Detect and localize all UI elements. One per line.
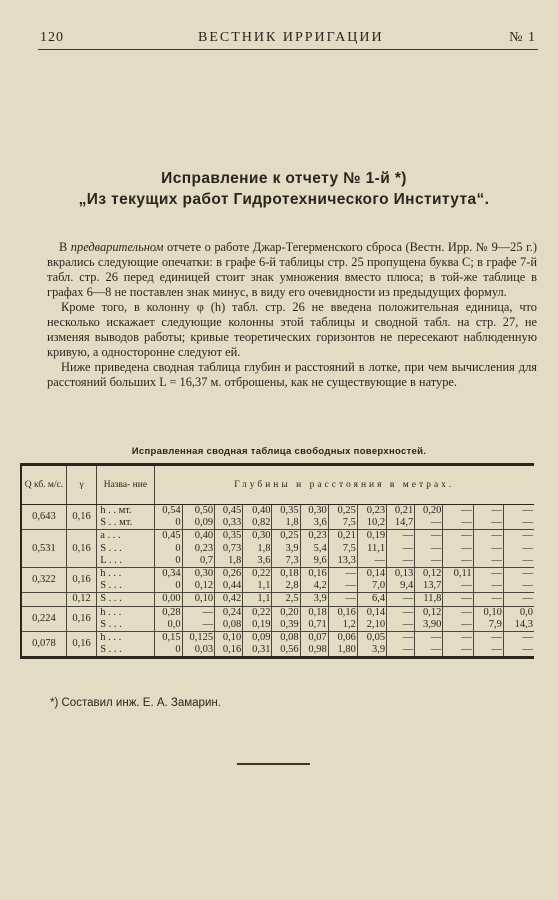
value-cell: 0,44 [215,580,243,593]
value-cell: 0,08 [272,632,300,645]
value-cell: 10,2 [357,517,386,530]
value-cell: — [387,593,415,606]
value-cell: — [473,568,503,581]
table-caption: Исправленная сводная таблица свободных поверхностей. [131,446,427,457]
value-cell: — [182,606,214,619]
value-cell: — [415,517,443,530]
page-number: 120 [40,30,64,45]
value-cell: — [415,543,443,555]
value-cell: 0,56 [272,644,300,658]
value-cell: 0 [154,644,182,658]
table-row [21,543,534,555]
value-cell: 0,30 [300,505,328,518]
row-name-cell: a . . . [97,530,154,543]
table-row [21,619,534,632]
value-cell: 0,11 [443,568,473,581]
header-depths: Глубины и расстояния в метрах. [154,465,534,505]
value-cell: — [503,530,534,543]
value-cell: 0,25 [272,530,300,543]
value-cell: 0,18 [272,568,300,581]
value-cell: — [443,580,473,593]
table-row [21,517,534,530]
value-cell: — [443,505,473,518]
value-cell: — [387,619,415,632]
paragraph-1 [47,240,537,300]
header-gamma: γ [66,465,96,505]
value-cell: — [443,632,473,645]
gamma-cell: 0,12 [66,593,96,606]
value-cell: — [182,619,214,632]
value-cell: — [503,644,534,658]
value-cell: 0,12 [415,568,443,581]
value-cell: 7,0 [357,580,386,593]
value-cell: 0,15 [154,632,182,645]
value-cell: 0,16 [215,644,243,658]
value-cell: 5,4 [300,543,328,555]
discharge-cell: 0,531 [21,530,66,568]
gamma-cell: 0,16 [66,505,96,530]
value-cell: 0,10 [473,606,503,619]
gamma-cell: 0,16 [66,568,96,593]
value-cell: — [473,632,503,645]
row-name-cell: h . . . [97,606,154,619]
row-name-cell: L . . . [97,555,154,568]
value-cell: 0,20 [272,606,300,619]
value-cell: 0,42 [215,593,243,606]
table-row [21,593,534,606]
value-cell: 3,6 [300,517,328,530]
value-cell: 0,28 [154,606,182,619]
value-cell: 0,33 [215,517,243,530]
gamma-cell: 0,16 [66,530,96,568]
value-cell: 11,8 [415,593,443,606]
value-cell: 0 [154,517,182,530]
gamma-cell: 0,16 [66,632,96,658]
value-cell: 3,6 [243,555,272,568]
header-name: Назва- ние [97,465,154,505]
value-cell: — [443,644,473,658]
value-cell: 9,4 [387,580,415,593]
value-cell: — [443,517,473,530]
issue-number: № 1 [509,30,536,45]
value-cell: — [443,543,473,555]
value-cell: — [503,517,534,530]
discharge-cell [21,593,66,606]
value-cell: 0,31 [243,644,272,658]
discharge-cell: 0,643 [21,505,66,530]
value-cell: 0,19 [243,619,272,632]
value-cell: 0,45 [154,530,182,543]
value-cell: — [443,555,473,568]
value-cell: 0,45 [215,505,243,518]
value-cell: 1,1 [243,580,272,593]
article-title-line2: „Из текущих работ Гидротехнического Института“. [78,191,490,208]
value-cell: 2,8 [272,580,300,593]
row-name-cell: S . . . [97,543,154,555]
value-cell: 0,50 [182,505,214,518]
article-body [47,240,537,390]
value-cell: 0,40 [182,530,214,543]
value-cell: — [473,505,503,518]
value-cell: — [443,619,473,632]
value-cell: 0 [154,543,182,555]
value-cell: 0,13 [387,568,415,581]
value-cell: 0,09 [243,632,272,645]
value-cell: 0,22 [243,606,272,619]
value-cell: 11,1 [357,543,386,555]
value-cell: — [473,530,503,543]
table-body [21,505,534,658]
value-cell: 0,71 [300,619,328,632]
value-cell: 0,16 [328,606,357,619]
value-cell: 0,12 [182,580,214,593]
value-cell: 4,2 [300,580,328,593]
journal-title: ВЕСТНИК ИРРИГАЦИИ [198,30,384,45]
value-cell: 0,7 [182,555,214,568]
row-name-cell: S . . . [97,644,154,658]
row-name-cell: S . . мт. [97,517,154,530]
value-cell: 0,125 [182,632,214,645]
value-cell: 6,4 [357,593,386,606]
value-cell: 0,19 [357,530,386,543]
value-cell: — [387,632,415,645]
value-cell: 0,40 [243,505,272,518]
value-cell: 0,23 [357,505,386,518]
value-cell: — [443,606,473,619]
value-cell: 0,06 [328,632,357,645]
value-cell: — [328,580,357,593]
value-cell: 0 [154,580,182,593]
value-cell: 1,1 [243,593,272,606]
value-cell: — [387,606,415,619]
value-cell: — [503,505,534,518]
value-cell: 0,26 [215,568,243,581]
value-cell: 0,34 [154,568,182,581]
value-cell: — [328,593,357,606]
value-cell: 3,9 [272,543,300,555]
value-cell: — [503,555,534,568]
value-cell: 7,9 [473,619,503,632]
row-name-cell: h . . . [97,568,154,581]
value-cell: — [473,517,503,530]
value-cell: 0,30 [243,530,272,543]
value-cell: 0,14 [357,606,386,619]
value-cell: 0,05 [357,632,386,645]
value-cell: 2,5 [272,593,300,606]
value-cell: — [503,568,534,581]
value-cell: 0,09 [182,517,214,530]
value-cell: 0,24 [215,606,243,619]
value-cell: 9,6 [300,555,328,568]
value-cell: 3,9 [357,644,386,658]
article-title-line1: Исправление к отчету № 1-й *) [161,170,407,187]
value-cell: 0,73 [215,543,243,555]
discharge-cell: 0,224 [21,606,66,631]
value-cell: 0,22 [243,568,272,581]
value-cell: 1,8 [272,517,300,530]
table-row [21,632,534,645]
value-cell: 2,10 [357,619,386,632]
value-cell: — [415,644,443,658]
table-row [21,568,534,581]
footnote-rule [237,763,310,765]
value-cell: — [503,632,534,645]
value-cell: 0,30 [182,568,214,581]
value-cell: 0,21 [328,530,357,543]
table-row [21,530,534,543]
table-row [21,606,534,619]
value-cell: 0,39 [272,619,300,632]
value-cell: 0 [154,555,182,568]
value-cell: 14,3 [503,619,534,632]
table-row [21,580,534,593]
running-head [40,30,536,48]
value-cell: — [473,580,503,593]
value-cell: — [503,580,534,593]
value-cell: — [415,530,443,543]
value-cell: — [473,593,503,606]
value-cell: 0,98 [300,644,328,658]
value-cell: 0,0 [154,619,182,632]
value-cell: 3,90 [415,619,443,632]
value-cell: 7,3 [272,555,300,568]
paragraph-3: Ниже приведена сводная таблица глубин и расстояний в лотке, при чем вычисления для расстояний больших L = 16,37 м. отброшены, как не существующие в натуре. [47,360,537,389]
value-cell: 14,7 [387,517,415,530]
paragraph-1-emphasis: предварительном [70,240,164,254]
value-cell: 0,25 [328,505,357,518]
table-row [21,644,534,658]
value-cell: 0,10 [182,593,214,606]
value-cell: — [503,543,534,555]
value-cell: — [357,555,386,568]
row-name-cell: S . . . [97,593,154,606]
value-cell: — [503,593,534,606]
value-cell: — [387,644,415,658]
value-cell: 1,80 [328,644,357,658]
value-cell: 0,21 [387,505,415,518]
paragraph-1-rest: отчете о работе Джар-Тегерменского сброса (Вестн. Ирр. № 9—25 г.) вкрались следующие опечатки: в графе 6-й таблицы стр. 25 пропущена буква C; в графе 7-й табл. стр. 26 перед единицей стоит знак умножения вместо плюса; в той-же таблице в графах 6—8 не поставлен знак минус, в виду его очевидности из предыдущих формул. [47,240,537,299]
table-header-row [21,465,534,505]
value-cell: 0,03 [182,644,214,658]
value-cell: — [443,530,473,543]
table-row [21,505,534,518]
value-cell: 0,08 [215,619,243,632]
value-cell: — [473,543,503,555]
value-cell: 3,9 [300,593,328,606]
value-cell: — [473,644,503,658]
value-cell: 0,35 [272,505,300,518]
value-cell: 0,23 [182,543,214,555]
value-cell: 0,0 [503,606,534,619]
value-cell: 0,35 [215,530,243,543]
value-cell: 7,5 [328,517,357,530]
value-cell: — [415,555,443,568]
row-name-cell: S . . . [97,580,154,593]
footnote: *) Составил инж. Е. А. Замарин. [50,697,221,709]
value-cell: 0,10 [215,632,243,645]
value-cell: 0,54 [154,505,182,518]
value-cell: 0,23 [300,530,328,543]
row-name-cell: h . . мт. [97,505,154,518]
value-cell: 13,7 [415,580,443,593]
discharge-cell: 0,322 [21,568,66,593]
value-cell: — [473,555,503,568]
value-cell: 0,14 [357,568,386,581]
value-cell: 13,3 [328,555,357,568]
value-cell: 0,82 [243,517,272,530]
value-cell: 1,8 [215,555,243,568]
paragraph-1-lead: В [59,240,71,254]
header-q: Q кб. м/с. [21,465,66,505]
value-cell: 0,00 [154,593,182,606]
value-cell: — [415,632,443,645]
table-row [21,555,534,568]
value-cell: 1,2 [328,619,357,632]
value-cell: — [387,555,415,568]
row-name-cell: S . . . [97,619,154,632]
value-cell: 0,18 [300,606,328,619]
value-cell: 1,8 [243,543,272,555]
paragraph-2: Кроме того, в колонну φ (h) табл. стр. 26 не введена положительная единица, что несколько искажает следующие колонны этой таблицы и сводной табл. на стр. 27, не изменяя выводов работы; кривые теоретических горизонтов не пересекают наблюденную кривую, а односторонне следуют ей. [47,300,537,359]
value-cell: — [328,568,357,581]
value-cell: 0,16 [300,568,328,581]
row-name-cell: h . . . [97,632,154,645]
gamma-cell: 0,16 [66,606,96,631]
value-cell: — [387,543,415,555]
value-cell: 0,07 [300,632,328,645]
surface-table [20,463,534,659]
discharge-cell: 0,078 [21,632,66,658]
value-cell: — [443,593,473,606]
value-cell: 0,12 [415,606,443,619]
value-cell: 7,5 [328,543,357,555]
value-cell: 0,20 [415,505,443,518]
header-rule [38,49,538,50]
value-cell: — [387,530,415,543]
